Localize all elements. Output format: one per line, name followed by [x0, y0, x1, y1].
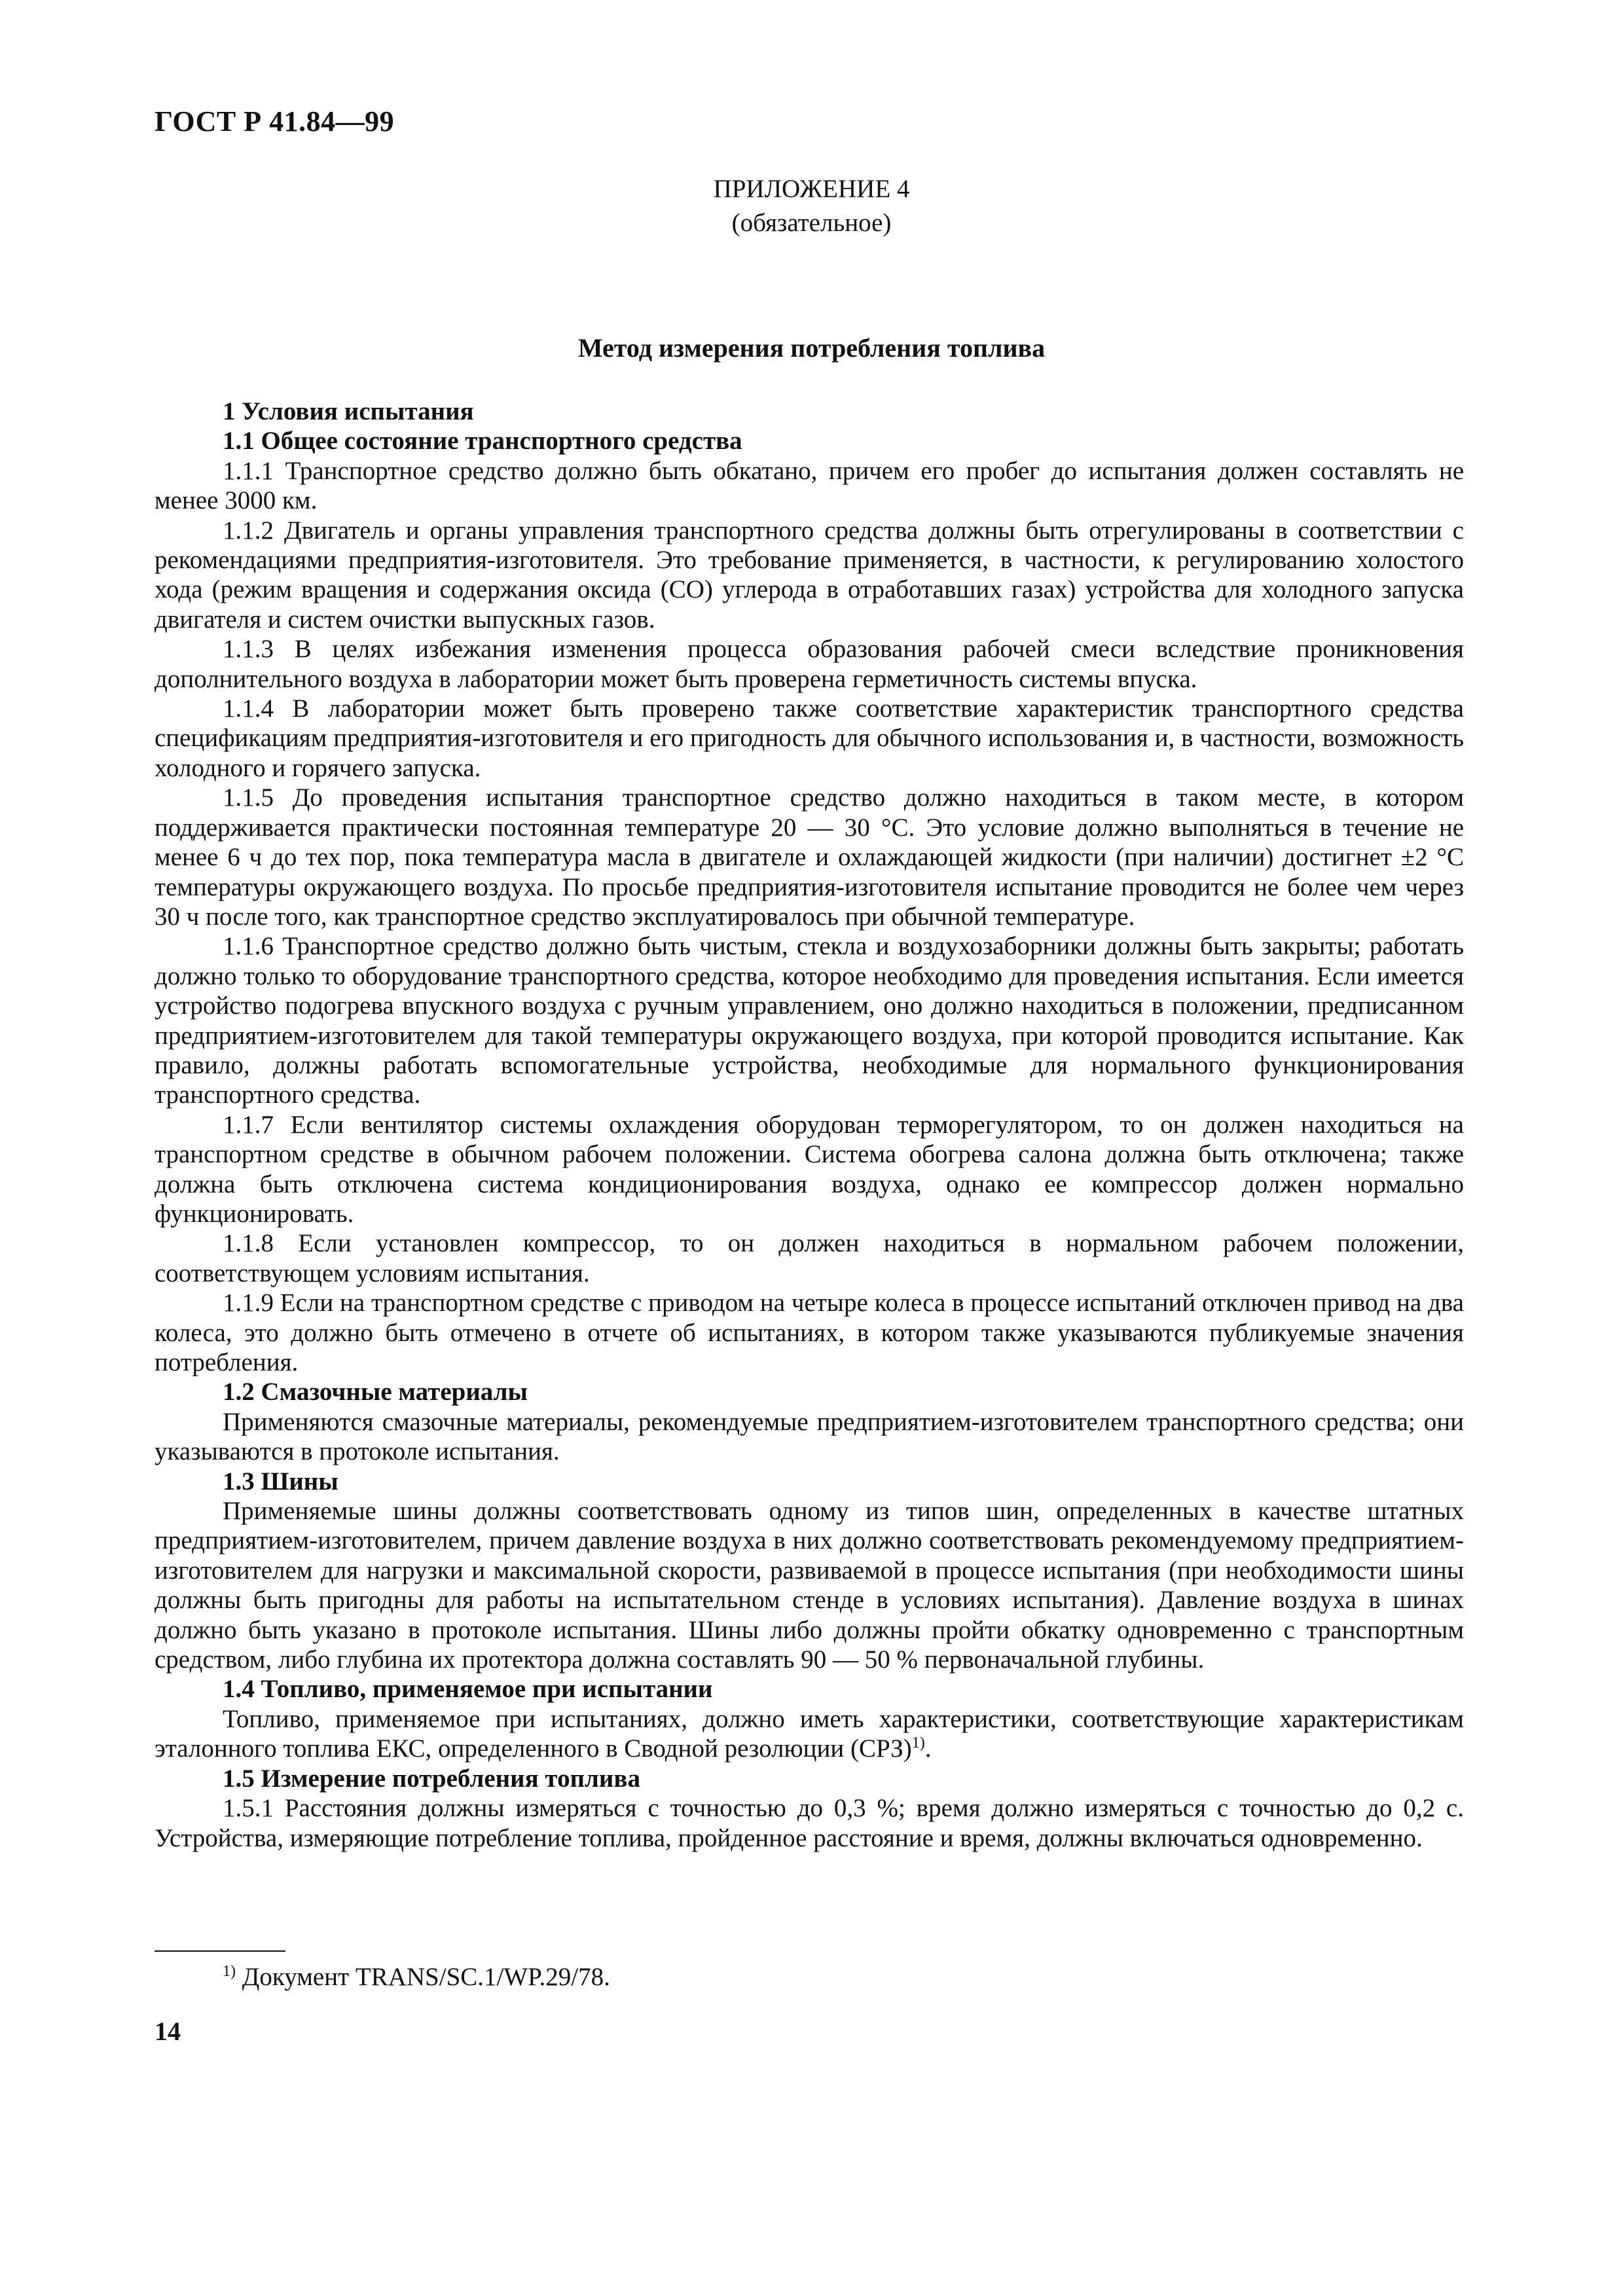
paragraph-1-1-9: 1.1.9 Если на транспортном средстве с приводом на четыре колеса в процессе испытаний отключен привод на два колеса, это должно быть отмечено в отчете об испытаниях, в котором также указываются публикуемые значения потребления. [155, 1289, 1464, 1376]
paragraph-1-1-7: 1.1.7 Если вентилятор системы охлаждения оборудован терморегулятором, то он должен находиться на транспортном средстве в обычном рабочем положении. Система обогрева салона должна быть отключена; также должна быть отключена система кондиционирования воздуха, однако ее компрессор должен нормально функционировать. [155, 1110, 1464, 1228]
paragraph-1-3: Применяемые шины должны соответствовать одному из типов шин, определенных в качестве штатных предприятием-изготовителем, причем давление воздуха в них должно соответствовать рекомендуемому предприятием-изготовителем для нагрузки и максимальной скорости, развиваемой в процессе испытания (при необходимости шины должны быть пригодны для работы на испытательном стенде в условиях испытания). Давление воздуха в шинах должно быть указано в протоколе испытания. Шины либо должны пройти обкатку одновременно с транспортным средством, либо глубина их протектора должна составлять 90 — 50 % первоначальной глубины. [155, 1497, 1464, 1674]
section-heading-1-5: 1.5 Измерение потребления топлива [223, 1764, 640, 1793]
section-heading-1-4: 1.4 Топливо, применяемое при испытании [223, 1675, 713, 1704]
paragraph-1-1-5: 1.1.5 До проведения испытания транспортное средство должно находиться в таком месте, в котором поддерживается практически постоянная температуре 20 — 30 °C. Это условие должно выполняться в течение не менее 6 ч до тех пор, пока температура масла в двигателе и охлаждающей жидкости (при наличии) достигнет ±2 °C температуры окружающего воздуха. По просьбе предприятия-изготовителя испытание проводится не более чем через 30 ч после того, как транспортное средство эксплуатировалось при обычной температуре. [155, 783, 1464, 931]
paragraph-1-4-end: . [924, 1734, 932, 1763]
appendix-subtitle: (обязательное) [731, 209, 892, 237]
footnote-divider [155, 1950, 285, 1952]
section-heading-1-3: 1.3 Шины [223, 1467, 338, 1496]
paragraph-1-1-6: 1.1.6 Транспортное средство должно быть чистым, стекла и воздухозаборники должны быть закрыты; работать должно только то оборудование транспортного средства, которое необходимо для проведения испытания. Если имеется устройство подогрева впускного воздуха с ручным управлением, оно должно находиться в положении, предписанном предприятием-изготовителем для такой температуры окружающего воздуха, при которой проводится испытание. Как правило, должны работать вспомогательные устройства, необходимые для нормального функционирования транспортного средства. [155, 932, 1464, 1109]
paragraph-1-5-1: 1.5.1 Расстояния должны измеряться с точностью до 0,3 %; время должно измеряться с точностью до 0,2 с. Устройства, измеряющие потребление топлива, пройденное расстояние и время, должны включаться одновременно. [155, 1794, 1464, 1852]
document-title: Метод измерения потребления топлива [577, 333, 1046, 363]
appendix-title: ПРИЛОЖЕНИЕ 4 [713, 175, 910, 203]
footnote-reference: 1) [911, 1734, 925, 1752]
section-heading-1-2: 1.2 Смазочные материалы [223, 1378, 528, 1407]
paragraph-1-4 [155, 1704, 1464, 1764]
paragraph-1-1-1: 1.1.1 Транспортное средство должно быть обкатано, причем его пробег до испытания должен составлять не менее 3000 км. [155, 456, 1464, 515]
paragraph-1-2: Применяются смазочные материалы, рекомендуемые предприятием-изготовителем транспортного средства; они указываются в протоколе испытания. [155, 1407, 1464, 1466]
section-heading-1: 1 Условия испытания [223, 397, 474, 425]
footnote [223, 1962, 610, 1992]
paragraph-1-1-3: 1.1.3 В целях избежания изменения процесса образования рабочей смеси вследствие проникновения дополнительного воздуха в лаборатории может быть проверена герметичность системы впуска. [155, 635, 1464, 693]
body-text [155, 397, 1464, 1853]
paragraph-1-1-8: 1.1.8 Если установлен компрессор, то он должен находиться в нормальном рабочем положении, соответствующем условиям испытания. [155, 1229, 1464, 1287]
section-heading-1-1: 1.1 Общее состояние транспортного средства [223, 427, 742, 456]
page-number: 14 [155, 2017, 181, 2046]
paragraph-1-4-text: Топливо, применяемое при испытаниях, должно иметь характеристики, соответствующие характеристикам эталонного топлива ЕКС, определенного в Сводной резолюции (СРЗ) [155, 1704, 1464, 1763]
footnote-mark: 1) [223, 1963, 236, 1980]
document-code: ГОСТ Р 41.84—99 [155, 105, 395, 137]
paragraph-1-1-4: 1.1.4 В лаборатории может быть проверено также соответствие характеристик транспортного средства спецификациям предприятия-изготовителя и его пригодность для обычного использования и, в частности, возможность холодного и горячего запуска. [155, 694, 1464, 782]
paragraph-1-1-2: 1.1.2 Двигатель и органы управления транспортного средства должны быть отрегулированы в соответствии с рекомендациями предприятия-изготовителя. Это требование применяется, в частности, к регулированию холостого хода (режим вращения и содержания оксида (СО) углерода в отработавших газах) устройства для холодного запуска двигателя и систем очистки выпускных газов. [155, 516, 1464, 634]
footnote-text: Документ TRANS/SC.1/WP.29/78. [236, 1963, 610, 1991]
